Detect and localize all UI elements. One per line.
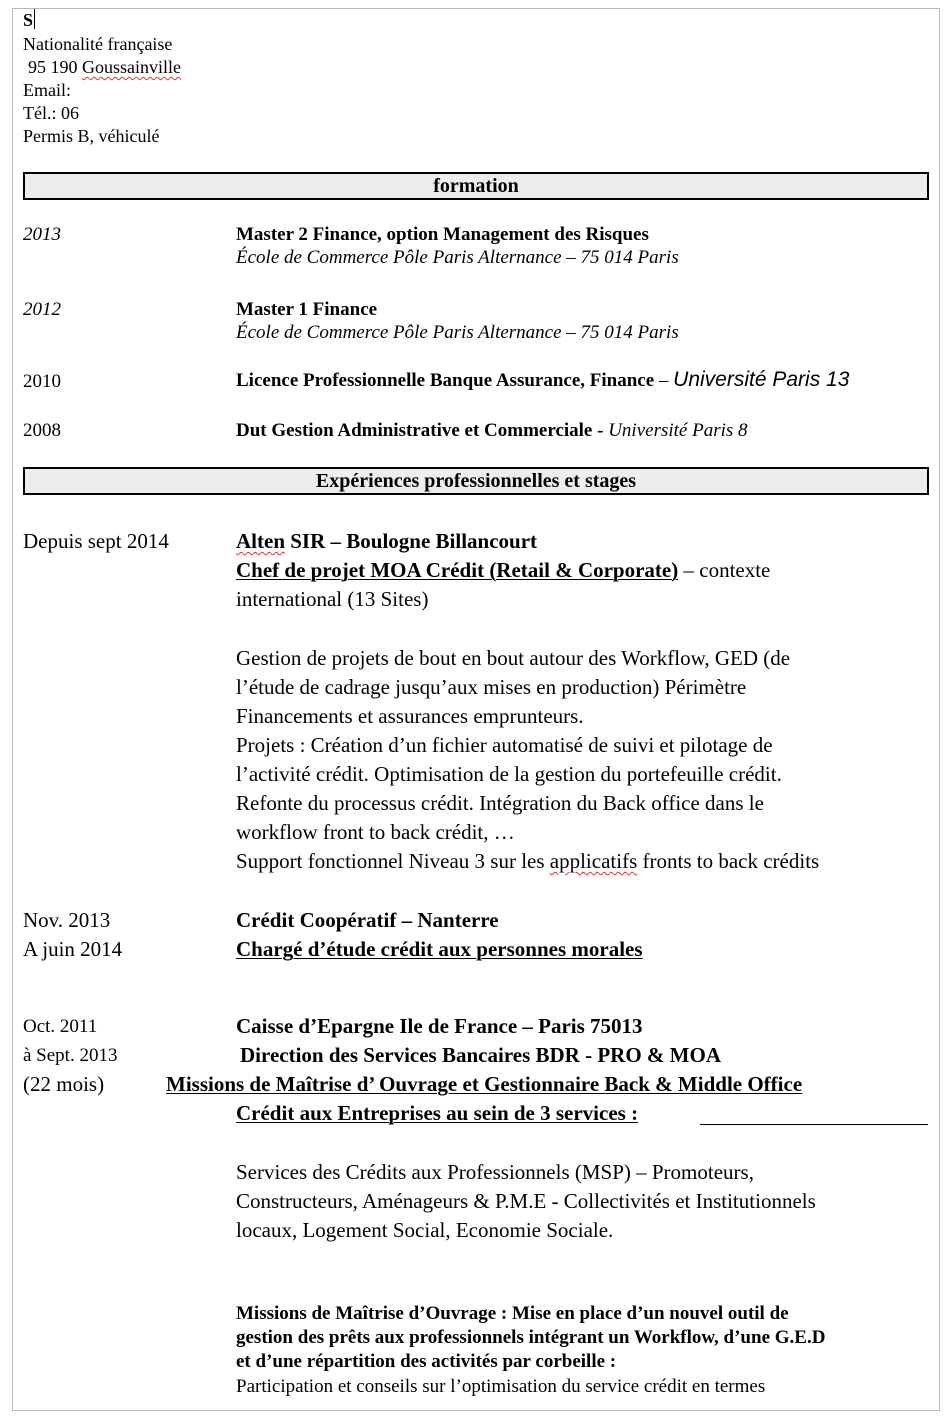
exp-desc-line: l’activité crédit. Optimisation de la gestion du portefeuille crédit.	[236, 762, 782, 786]
exp-date: Depuis sept 2014	[23, 529, 169, 553]
exp-moa-line: gestion des prêts aux professionnels intégrant un Workflow, d’une G.E.D	[236, 1327, 826, 1348]
exp-desc-line: Gestion de projets de bout en bout autour des Workflow, GED (de	[236, 646, 791, 670]
exp-moa-line: et d’une répartition des activités par corbeille :	[236, 1351, 617, 1372]
exp-desc-line: Projets : Création d’un fichier automatisé de suivi et pilotage de	[236, 733, 773, 757]
exp-desc-line: l’étude de cadrage jusqu’aux mises en production) Périmètre	[236, 675, 747, 699]
email: Email:	[23, 80, 71, 100]
exp-date: Nov. 2013	[23, 908, 111, 932]
formation-school: École de Commerce Pôle Paris Alternance – 75 014 Paris	[236, 322, 679, 343]
exp-role-title: Chef de projet MOA Crédit (Retail & Corporate)	[236, 558, 679, 582]
exp-duration: (22 mois)	[23, 1072, 105, 1096]
underline-fill	[700, 1124, 928, 1125]
formation-separator: –	[654, 370, 674, 391]
section-formation: formation	[23, 172, 929, 200]
exp-date: à Sept. 2013	[23, 1045, 118, 1066]
formation-year: 2010	[23, 371, 61, 392]
phone: Tél.: 06	[23, 103, 79, 123]
exp-company: Crédit Coopératif – Nanterre	[236, 908, 499, 932]
exp-date: A juin 2014	[23, 937, 123, 961]
formation-year: 2008	[23, 420, 61, 441]
formation-separator: -	[592, 420, 609, 441]
formation-title: Licence Professionnelle Banque Assurance, Finance	[236, 370, 655, 391]
formation-title: Dut Gestion Administrative et Commerciale	[236, 420, 593, 441]
exp-missions: Missions de Maîtrise d’ Ouvrage et Gestionnaire Back & Middle Office	[166, 1072, 803, 1096]
exp-moa-detail: Participation et conseils sur l’optimisation du service crédit en termes	[236, 1376, 766, 1397]
driving-licence: Permis B, véhiculé	[23, 126, 160, 146]
exp-desc-line: workflow front to back crédit, …	[236, 820, 515, 844]
city: Goussainville	[82, 57, 181, 77]
exp-date: Oct. 2011	[23, 1016, 98, 1037]
exp-moa-line: Missions de Maîtrise d’Ouvrage : Mise en place d’un nouvel outil de	[236, 1303, 789, 1324]
exp-support-line: Support fonctionnel Niveau 3 sur les applicatifs fronts to back crédits	[236, 849, 820, 873]
exp-services-line: Constructeurs, Aménageurs & P.M.E - Collectivités et Institutionnels	[236, 1189, 816, 1213]
exp-role: Chef de projet MOA Crédit (Retail & Corporate) – contexte	[236, 558, 771, 582]
exp-services-line: locaux, Logement Social, Economie Sociale.	[236, 1218, 614, 1242]
formation-entry	[236, 419, 748, 443]
exp-credit: Crédit aux Entreprises au sein de 3 services :	[236, 1101, 639, 1125]
address	[28, 56, 181, 79]
exp-desc-line: Financements et assurances emprunteurs.	[236, 704, 584, 728]
postcode: 95 190	[28, 57, 78, 77]
formation-entry	[236, 368, 849, 393]
formation-school: Université Paris 13	[673, 368, 850, 391]
exp-desc-line: Refonte du processus crédit. Intégration du Back office dans le	[236, 791, 764, 815]
formation-title: Master 2 Finance, option Management des Risques	[236, 224, 649, 245]
formation-year: 2013	[23, 224, 61, 245]
nationality: Nationalité française	[23, 34, 173, 54]
exp-services-line: Services des Crédits aux Professionnels (MSP) – Promoteurs,	[236, 1160, 754, 1184]
exp-company: Caisse d’Epargne Ile de France – Paris 75013	[236, 1014, 643, 1038]
exp-role-title: Chargé d’étude crédit aux personnes morales	[236, 937, 643, 961]
exp-direction: Direction des Services Bancaires BDR - PRO & MOA	[240, 1043, 721, 1067]
section-experiences: Expériences professionnelles et stages	[23, 467, 929, 495]
formation-title: Master 1 Finance	[236, 299, 378, 320]
name-initial[interactable]: S	[23, 10, 34, 30]
text-cursor	[34, 9, 35, 29]
formation-school: Université Paris 8	[608, 420, 748, 441]
exp-company: Alten SIR – Boulogne Billancourt	[236, 529, 538, 553]
exp-role-context: international (13 Sites)	[236, 587, 429, 611]
formation-school: École de Commerce Pôle Paris Alternance – 75 014 Paris	[236, 247, 679, 268]
formation-year: 2012	[23, 299, 61, 320]
